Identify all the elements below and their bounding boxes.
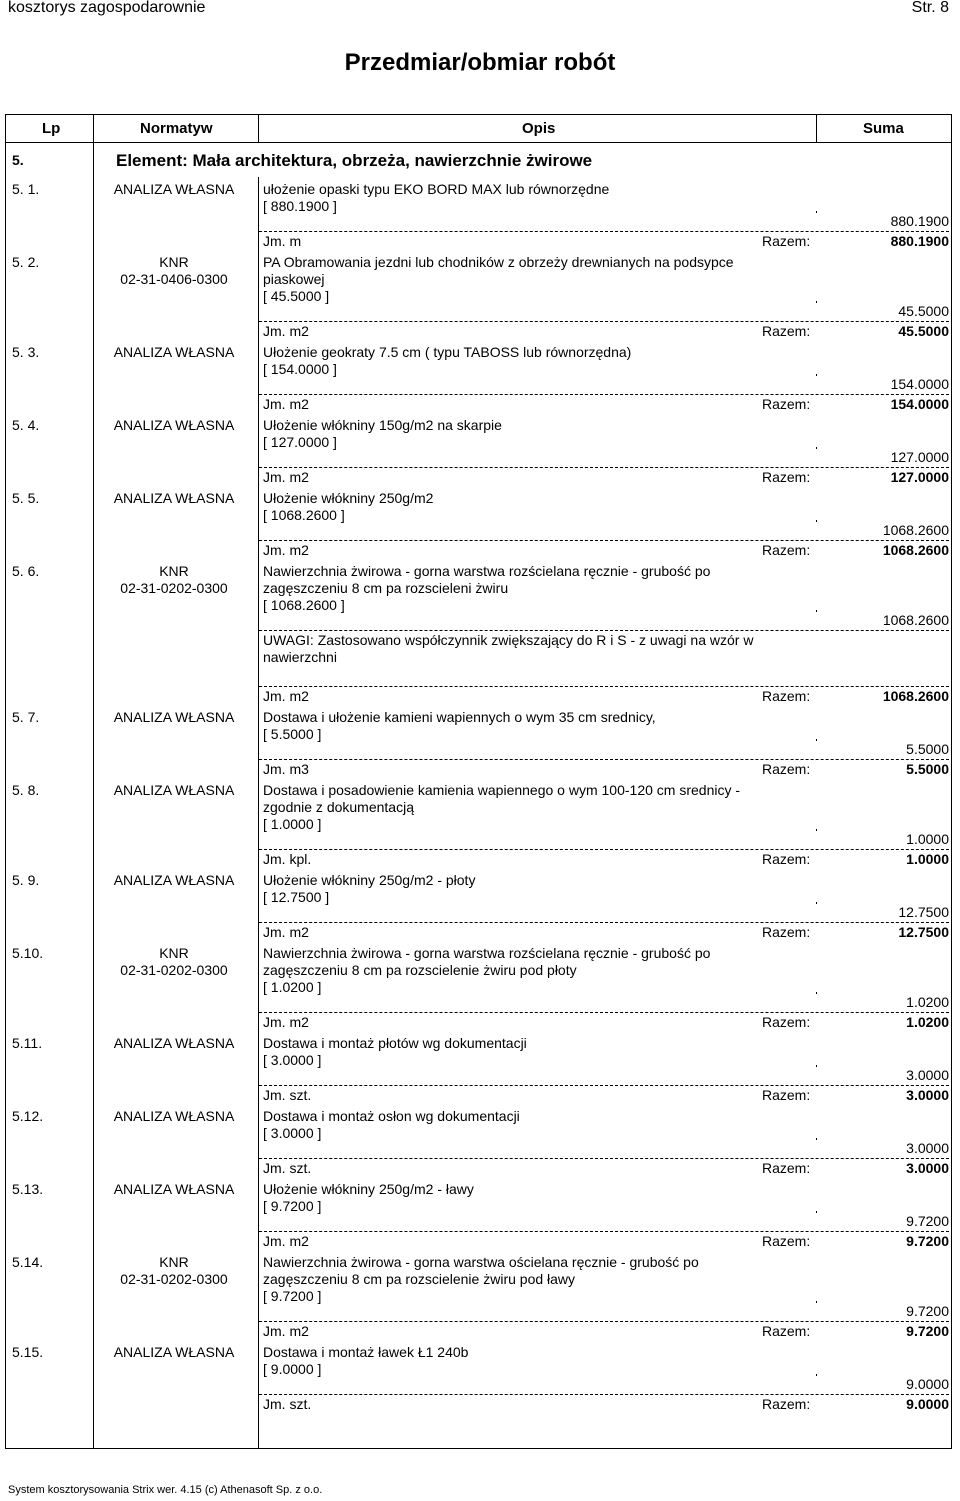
column-divider — [816, 610, 817, 612]
table-row — [6, 417, 951, 490]
dashed-separator — [259, 849, 949, 850]
description-line: Dostawa i montaż osłon wg dokumentacji — [263, 1108, 520, 1124]
column-header-lp: Lp — [42, 120, 61, 137]
normatyw-line: KNR — [159, 945, 189, 961]
unit-of-measure: Jm. szt. — [263, 1087, 312, 1103]
item-normatyw — [99, 1181, 249, 1198]
item-quantity: 9.7200 — [906, 1213, 949, 1229]
column-header-opis: Opis — [522, 120, 556, 137]
item-number: 5. 4. — [12, 417, 40, 433]
item-total: 1068.2600 — [882, 688, 949, 704]
description-line: zagęszczeniu 8 cm pa rozscielenie żwiru pod płoty — [263, 962, 577, 978]
razem-label: Razem: — [762, 1396, 811, 1412]
description-line: PA Obramowania jezdni lub chodników z obrzeży drewnianych na podsypce — [263, 254, 734, 270]
item-normatyw — [99, 945, 249, 979]
unit-of-measure: Jm. m2 — [263, 1323, 309, 1339]
item-total: 1.0200 — [906, 1014, 949, 1030]
dashed-separator — [259, 686, 949, 687]
section-title: Element: Mała architektura, obrzeża, nawierzchnie żwirowe — [116, 151, 593, 170]
item-normatyw — [99, 254, 249, 288]
description-line: [ 1068.2600 ] — [263, 507, 345, 523]
remark-line: UWAGI: Zastosowano współczynnik zwiększający do R i S - z uwagi na wzór w — [263, 632, 754, 648]
column-divider — [816, 902, 817, 904]
normatyw-line: ANALIZA WŁASNA — [113, 1035, 235, 1051]
description-line: [ 9.7200 ] — [263, 1198, 322, 1214]
table-row — [6, 490, 951, 563]
description-line: Nawierzchnia żwirowa - gorna warstwa rozścielana ręcznie - grubość po — [263, 945, 711, 961]
item-quantity: 9.7200 — [906, 1303, 949, 1319]
column-divider — [816, 447, 817, 449]
item-number: 5. 8. — [12, 782, 40, 798]
razem-label: Razem: — [762, 323, 811, 339]
normatyw-line: ANALIZA WŁASNA — [113, 344, 235, 360]
description-line: Dostawa i posadowienie kamienia wapiennego o wym 100-120 cm srednicy - — [263, 782, 741, 798]
razem-label: Razem: — [762, 1014, 811, 1030]
cost-table — [5, 114, 952, 1449]
item-quantity: 1068.2600 — [882, 612, 949, 628]
item-description — [263, 1108, 813, 1142]
item-quantity: 9.0000 — [906, 1376, 949, 1392]
dashed-separator — [259, 1085, 949, 1086]
razem-label: Razem: — [762, 1323, 811, 1339]
column-divider — [816, 1301, 817, 1303]
table-header — [6, 115, 951, 143]
item-number: 5. 5. — [12, 490, 40, 506]
item-total: 9.0000 — [906, 1396, 949, 1412]
dashed-separator — [259, 394, 949, 395]
page-title: Przedmiar/obmiar robót — [344, 49, 616, 76]
description-line: [ 45.5000 ] — [263, 288, 330, 304]
description-line: [ 127.0000 ] — [263, 434, 337, 450]
normatyw-line: ANALIZA WŁASNA — [113, 1108, 235, 1124]
razem-label: Razem: — [762, 851, 811, 867]
item-number: 5. 1. — [12, 181, 40, 197]
normatyw-line: ANALIZA WŁASNA — [113, 709, 235, 725]
dashed-separator — [259, 922, 949, 923]
item-total: 3.0000 — [906, 1160, 949, 1176]
description-line: zagęszczeniu 8 cm pa rozscieleni żwiru — [263, 580, 509, 596]
description-line: Ułożenie włókniny 250g/m2 — [263, 490, 434, 506]
description-line: Dostawa i montaż płotów wg dokumentacji — [263, 1035, 527, 1051]
dashed-separator — [259, 630, 949, 631]
item-description — [263, 1035, 813, 1069]
item-normatyw — [99, 417, 249, 434]
description-line: Nawierzchnia żwirowa - gorna warstwa ościelana ręcznie - grubość po — [263, 1254, 699, 1270]
description-line: [ 9.0000 ] — [263, 1361, 322, 1377]
item-quantity: 154.0000 — [890, 376, 949, 392]
item-total: 3.0000 — [906, 1087, 949, 1103]
column-divider — [816, 1065, 817, 1067]
item-normatyw — [99, 872, 249, 889]
column-divider — [816, 520, 817, 522]
item-number: 5. 6. — [12, 563, 40, 579]
item-normatyw — [99, 490, 249, 507]
item-quantity: 1.0200 — [906, 994, 949, 1010]
dashed-separator — [259, 1321, 949, 1322]
item-number: 5. 2. — [12, 254, 40, 270]
dashed-separator — [259, 1394, 949, 1395]
normatyw-line: 02-31-0202-0300 — [120, 962, 228, 978]
item-number: 5.15. — [12, 1344, 44, 1360]
unit-of-measure: Jm. m2 — [263, 469, 309, 485]
item-number: 5. 9. — [12, 872, 40, 888]
unit-of-measure: Jm. m2 — [263, 396, 309, 412]
normatyw-line: ANALIZA WŁASNA — [113, 181, 235, 197]
footer-note: System kosztorysowania Strix wer. 4.15 (c) Athenasoft Sp. z o.o. — [8, 1484, 323, 1496]
column-divider — [258, 115, 259, 142]
item-description — [263, 872, 813, 906]
item-number: 5.13. — [12, 1181, 44, 1197]
description-line: Ułożenie włókniny 250g/m2 - płoty — [263, 872, 476, 888]
dashed-separator — [259, 1012, 949, 1013]
normatyw-line: 02-31-0202-0300 — [120, 1271, 228, 1287]
item-description — [263, 254, 813, 305]
unit-of-measure: Jm. m2 — [263, 1014, 309, 1030]
page-number: Str. 8 — [911, 0, 949, 16]
table-row — [6, 709, 951, 782]
normatyw-line: KNR — [159, 563, 189, 579]
dashed-separator — [259, 1231, 949, 1232]
razem-label: Razem: — [762, 396, 811, 412]
razem-label: Razem: — [762, 469, 811, 485]
razem-label: Razem: — [762, 761, 811, 777]
item-number: 5. 7. — [12, 709, 40, 725]
normatyw-line: ANALIZA WŁASNA — [113, 872, 235, 888]
item-description — [263, 1254, 813, 1305]
normatyw-line: 02-31-0202-0300 — [120, 580, 228, 596]
column-divider — [816, 1374, 817, 1376]
razem-label: Razem: — [762, 688, 811, 704]
item-description — [263, 709, 813, 743]
description-line: piaskowej — [263, 271, 325, 287]
section-row — [6, 143, 951, 177]
item-remark — [263, 632, 813, 666]
item-number: 5.14. — [12, 1254, 44, 1270]
table-row — [6, 872, 951, 945]
item-total: 880.1900 — [890, 233, 949, 249]
normatyw-line: ANALIZA WŁASNA — [113, 1181, 235, 1197]
table-row — [6, 344, 951, 417]
unit-of-measure: Jm. kpl. — [263, 851, 312, 867]
item-description — [263, 490, 813, 524]
description-line: [ 154.0000 ] — [263, 361, 337, 377]
item-total: 1.0000 — [906, 851, 949, 867]
item-total: 154.0000 — [890, 396, 949, 412]
unit-of-measure: Jm. m2 — [263, 924, 309, 940]
table-row — [6, 945, 951, 1035]
description-line: ułożenie opaski typu EKO BORD MAX lub równorzędne — [263, 181, 610, 197]
normatyw-line: 02-31-0406-0300 — [120, 271, 228, 287]
description-line: [ 1.0000 ] — [263, 816, 322, 832]
table-row — [6, 1344, 951, 1417]
unit-of-measure: Jm. m2 — [263, 323, 309, 339]
table-row — [6, 1035, 951, 1108]
item-quantity: 45.5000 — [898, 303, 949, 319]
document-name: kosztorys zagospodarownie — [8, 0, 206, 16]
item-description — [263, 181, 813, 215]
column-divider — [816, 1211, 817, 1213]
item-quantity: 880.1900 — [890, 213, 949, 229]
razem-label: Razem: — [762, 1233, 811, 1249]
unit-of-measure: Jm. m2 — [263, 542, 309, 558]
item-total: 127.0000 — [890, 469, 949, 485]
item-normatyw — [99, 1108, 249, 1125]
column-divider — [816, 211, 817, 213]
dashed-separator — [259, 540, 949, 541]
item-normatyw — [99, 709, 249, 726]
item-quantity: 1068.2600 — [882, 522, 949, 538]
column-divider — [816, 739, 817, 741]
item-number: 5.11. — [12, 1035, 43, 1051]
column-divider — [816, 115, 817, 142]
unit-of-measure: Jm. szt. — [263, 1396, 312, 1412]
section-number: 5. — [12, 152, 24, 168]
item-number: 5.12. — [12, 1108, 44, 1124]
item-normatyw — [99, 344, 249, 361]
table-row — [6, 563, 951, 709]
item-description — [263, 1181, 813, 1215]
description-line: [ 3.0000 ] — [263, 1125, 322, 1141]
dashed-separator — [259, 321, 949, 322]
item-normatyw — [99, 1344, 249, 1361]
description-line: [ 5.5000 ] — [263, 726, 322, 742]
column-header-suma: Suma — [863, 120, 904, 137]
unit-of-measure: Jm. m2 — [263, 688, 309, 704]
table-row — [6, 254, 951, 344]
razem-label: Razem: — [762, 1087, 811, 1103]
item-normatyw — [99, 181, 249, 198]
description-line: [ 880.1900 ] — [263, 198, 337, 214]
item-total: 9.7200 — [906, 1233, 949, 1249]
dashed-separator — [259, 467, 949, 468]
item-description — [263, 945, 813, 996]
description-line: [ 3.0000 ] — [263, 1052, 322, 1068]
normatyw-line: ANALIZA WŁASNA — [113, 1344, 235, 1360]
description-line: [ 1.0200 ] — [263, 979, 322, 995]
normatyw-line: ANALIZA WŁASNA — [113, 782, 235, 798]
item-number: 5.10. — [12, 945, 44, 961]
column-header-normatyw: Normatyw — [140, 120, 213, 137]
item-quantity: 127.0000 — [890, 449, 949, 465]
item-total: 9.7200 — [906, 1323, 949, 1339]
table-row — [6, 1181, 951, 1254]
item-normatyw — [99, 1254, 249, 1288]
remark-line: nawierzchni — [263, 649, 337, 665]
item-quantity: 5.5000 — [906, 741, 949, 757]
description-line: Nawierzchnia żwirowa - gorna warstwa rozścielana ręcznie - grubość po — [263, 563, 711, 579]
item-quantity: 1.0000 — [906, 831, 949, 847]
item-description — [263, 782, 813, 833]
item-normatyw — [99, 563, 249, 597]
description-line: Ułożenie włókniny 150g/m2 na skarpie — [263, 417, 502, 433]
dashed-separator — [259, 1158, 949, 1159]
description-line: Dostawa i ułożenie kamieni wapiennych o wym 35 cm srednicy, — [263, 709, 656, 725]
item-description — [263, 417, 813, 451]
dashed-separator — [259, 759, 949, 760]
column-divider — [816, 301, 817, 303]
description-line: Ułożenie geokraty 7.5 cm ( typu TABOSS lub równorzędna) — [263, 344, 632, 360]
normatyw-line: KNR — [159, 254, 189, 270]
table-row — [6, 1108, 951, 1181]
unit-of-measure: Jm. m2 — [263, 1233, 309, 1249]
dashed-separator — [259, 231, 949, 232]
item-total: 1068.2600 — [882, 542, 949, 558]
column-divider — [816, 1138, 817, 1140]
razem-label: Razem: — [762, 233, 811, 249]
unit-of-measure: Jm. m — [263, 233, 302, 249]
unit-of-measure: Jm. m3 — [263, 761, 309, 777]
razem-label: Razem: — [762, 542, 811, 558]
razem-label: Razem: — [762, 1160, 811, 1176]
column-divider — [816, 829, 817, 831]
item-quantity: 12.7500 — [898, 904, 949, 920]
item-description — [263, 344, 813, 378]
table-row — [6, 1254, 951, 1344]
normatyw-line: KNR — [159, 1254, 189, 1270]
item-total: 5.5000 — [906, 761, 949, 777]
normatyw-line: ANALIZA WŁASNA — [113, 490, 235, 506]
column-divider — [816, 374, 817, 376]
item-description — [263, 1344, 813, 1378]
description-line: [ 12.7500 ] — [263, 889, 330, 905]
razem-label: Razem: — [762, 924, 811, 940]
description-line: Ułożenie włókniny 250g/m2 - ławy — [263, 1181, 474, 1197]
item-description — [263, 563, 813, 614]
normatyw-line: ANALIZA WŁASNA — [113, 417, 235, 433]
item-quantity: 3.0000 — [906, 1140, 949, 1156]
description-line: [ 1068.2600 ] — [263, 597, 345, 613]
item-number: 5. 3. — [12, 344, 40, 360]
item-total: 12.7500 — [898, 924, 949, 940]
item-normatyw — [99, 1035, 249, 1052]
item-normatyw — [99, 782, 249, 799]
column-divider — [816, 992, 817, 994]
unit-of-measure: Jm. szt. — [263, 1160, 312, 1176]
table-row — [6, 782, 951, 872]
description-line: [ 9.7200 ] — [263, 1288, 322, 1304]
item-quantity: 3.0000 — [906, 1067, 949, 1083]
description-line: zagęszczeniu 8 cm pa rozscielenie żwiru pod ławy — [263, 1271, 576, 1287]
table-row — [6, 181, 951, 254]
item-total: 45.5000 — [898, 323, 949, 339]
description-line: zgodnie z dokumentacją — [263, 799, 414, 815]
description-line: Dostawa i montaż ławek Ł1 240b — [263, 1344, 469, 1360]
